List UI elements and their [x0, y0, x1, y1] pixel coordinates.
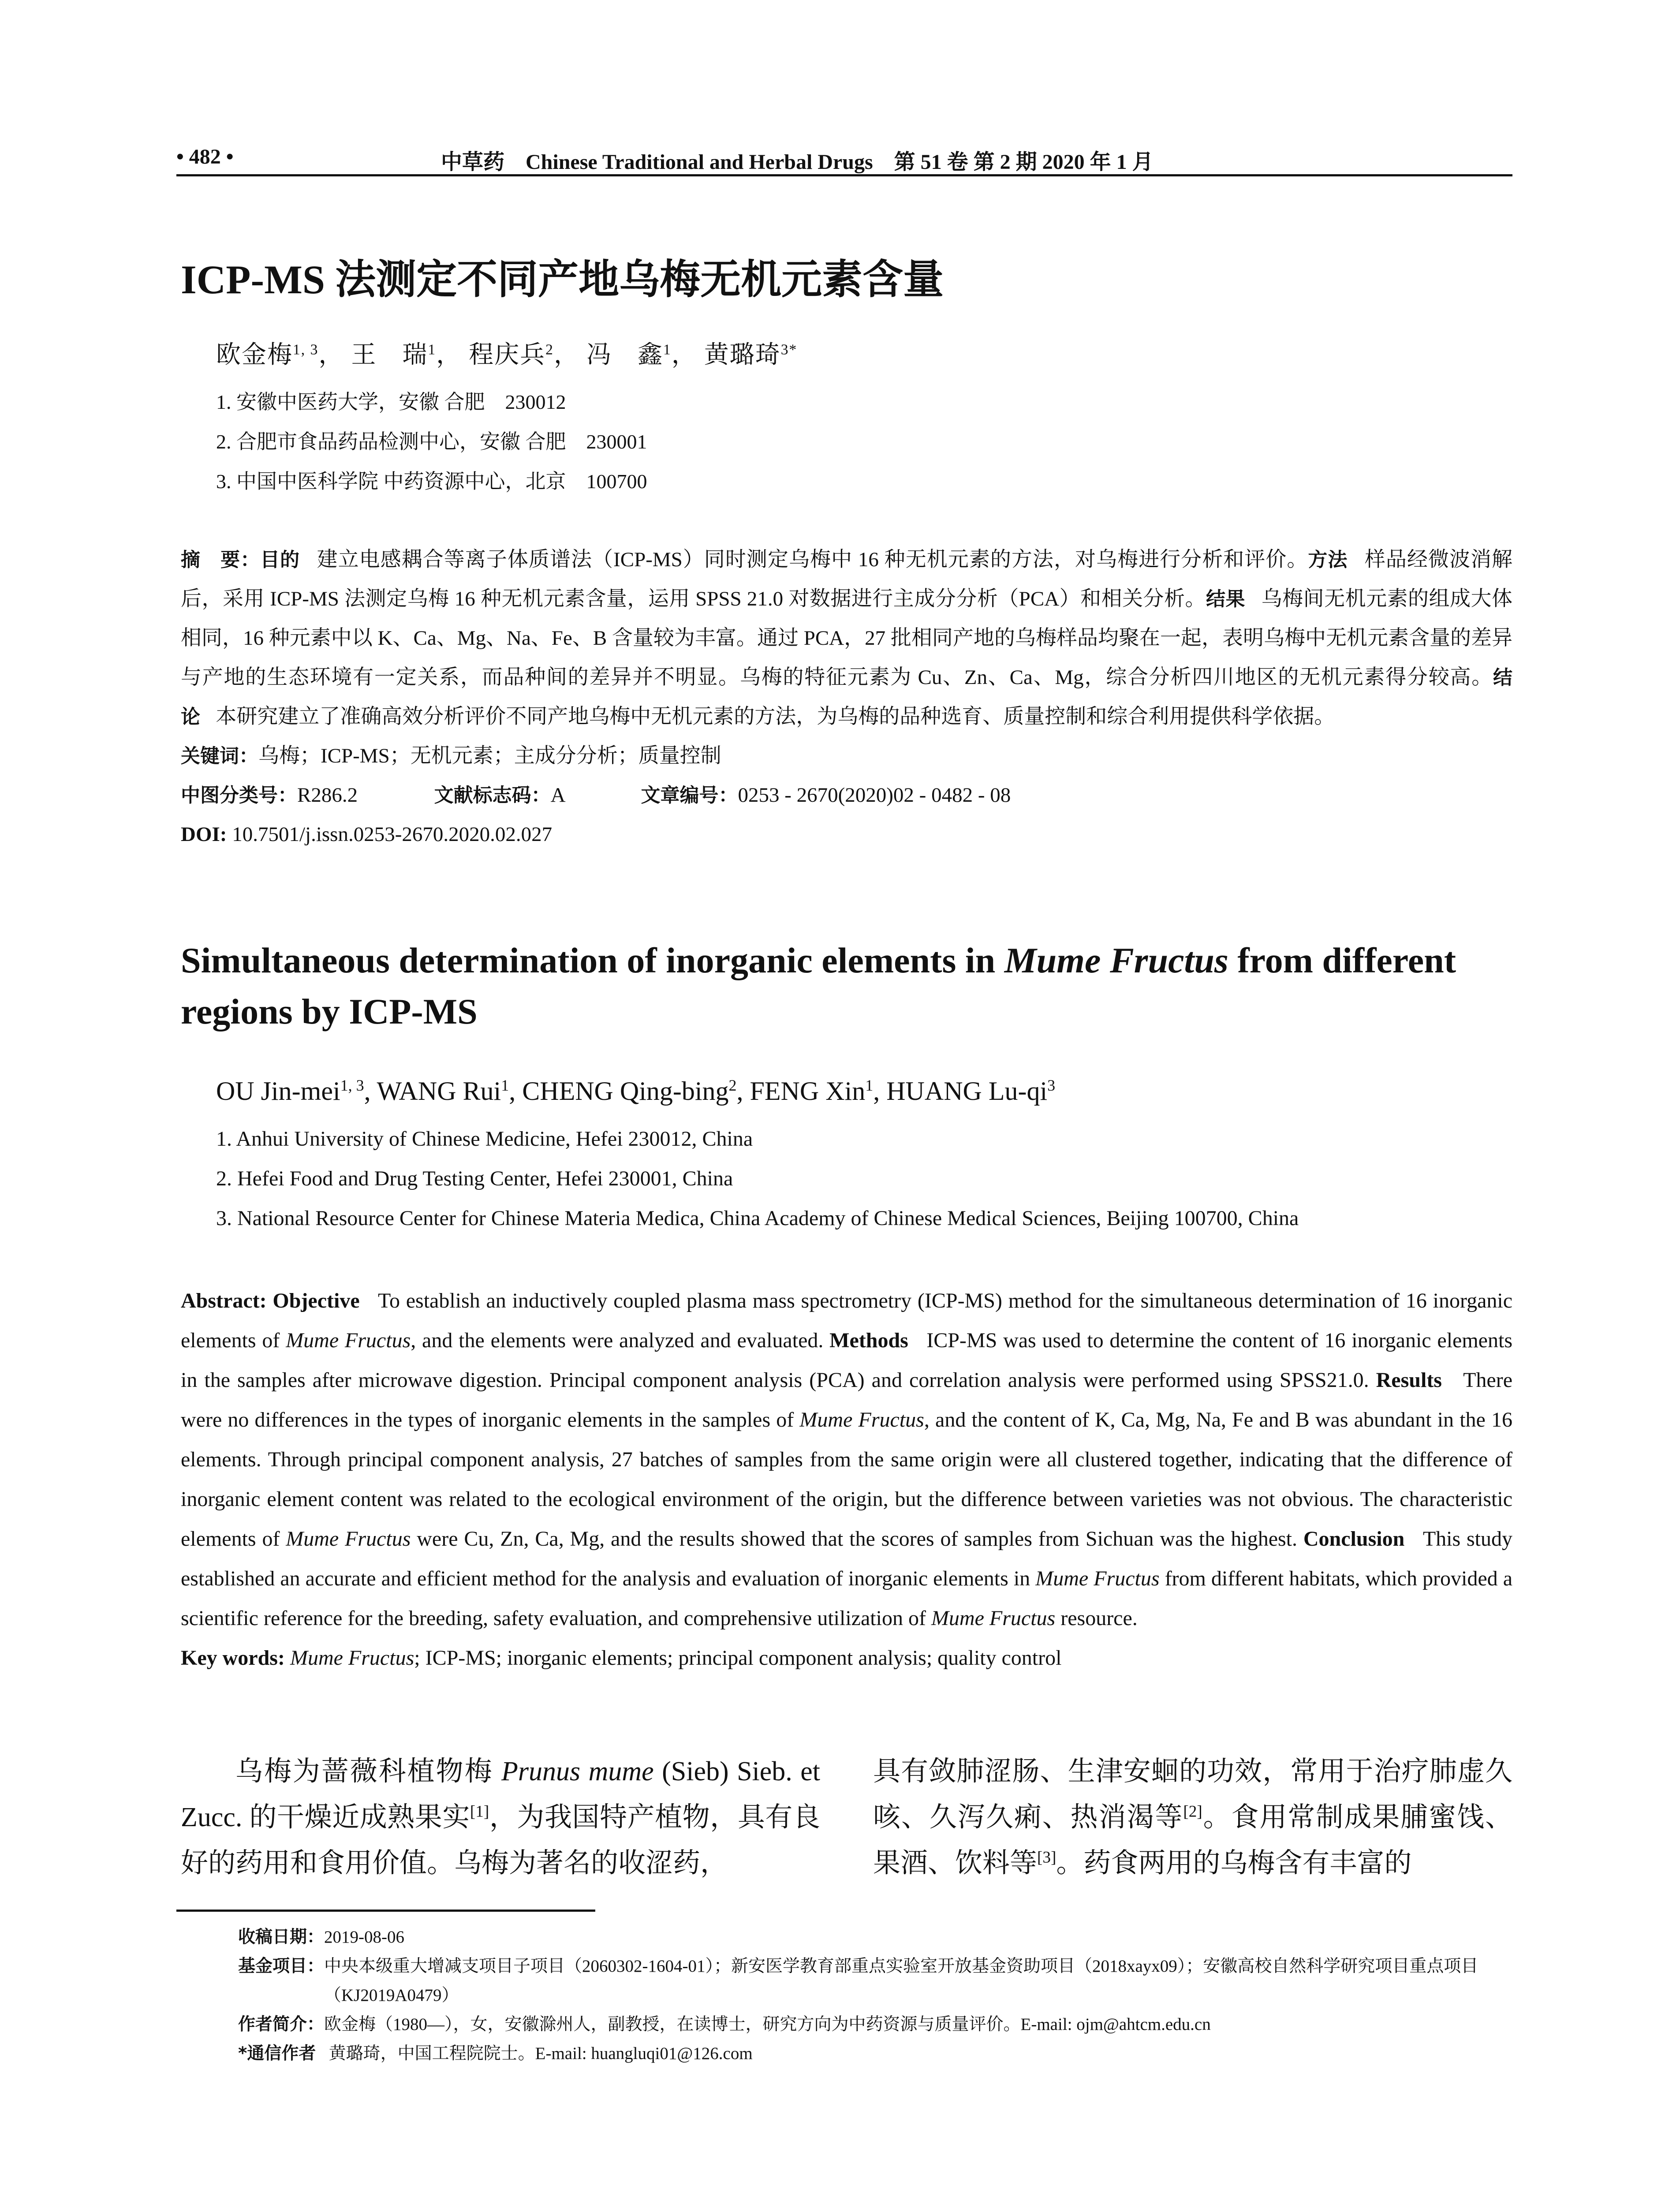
- abstract-en: [181, 1281, 1512, 1678]
- author-sup: 1: [501, 1076, 509, 1094]
- author-name: , WANG Rui: [364, 1076, 501, 1106]
- journal-info: 中草药 Chinese Traditional and Herbal Drugs 第 51 卷 第 2 期 2020 年 1 月: [441, 150, 1154, 174]
- footnote-rule: [176, 1910, 595, 1912]
- body-italic: Prunus mume: [501, 1757, 654, 1786]
- article-no-value: 0253 - 2670(2020)02 - 0482 - 08: [738, 784, 1011, 807]
- author-sup: 3*: [780, 341, 798, 358]
- doc-code-value: A: [550, 784, 564, 807]
- title-cn: ICP-MS 法测定不同产地乌梅无机元素含量: [181, 257, 944, 302]
- author-sup: 1: [428, 341, 437, 358]
- keywords-en-label: Key words:: [181, 1646, 285, 1670]
- doc-code-label: 文献标志码：: [434, 784, 551, 807]
- doi-line: [181, 815, 1512, 854]
- author-sup: 2: [728, 1076, 737, 1094]
- running-header: [176, 141, 1512, 176]
- abstract-cn: [181, 540, 1512, 854]
- clc-value: R286.2: [297, 784, 358, 807]
- author-name: 程庆兵: [469, 341, 546, 369]
- body-text: 。食用常制成果脯蜜饯、果酒、饮料等: [873, 1802, 1512, 1878]
- conclusion-label: 结论: [181, 666, 1512, 728]
- author-sup: 2: [545, 341, 554, 358]
- footnote-author: [238, 2010, 1512, 2039]
- abstract-en-text: , and the elements were analyzed and evaluated.: [411, 1329, 830, 1352]
- abstract-label: 摘 要：: [181, 549, 261, 571]
- abstract-en-text: There were no differences in the types of inorganic elements in the samples of: [181, 1368, 1512, 1431]
- keywords-en: [181, 1638, 1512, 1678]
- footnote-received: [238, 1923, 1512, 1952]
- author-name: OU Jin-mei: [216, 1076, 340, 1106]
- author-sup: 1, 3: [340, 1076, 364, 1094]
- abstract-en-text: This study established an accurate and efficient method for the analysis and evaluation of inorganic elements in: [181, 1527, 1513, 1590]
- body-text: (Sieb) Sieb. et Zucc. 的干燥近成熟果实: [181, 1757, 820, 1832]
- author-name: , CHENG Qing-bing: [509, 1076, 729, 1106]
- doi-value[interactable]: 10.7501/j.issn.0253-2670.2020.02.027: [232, 823, 553, 846]
- page-number: • 482 •: [176, 145, 234, 168]
- author-name: 黄璐琦: [704, 341, 781, 369]
- body-text: 。药食两用的乌梅含有丰富的: [1056, 1848, 1412, 1878]
- abstract-en-label: Abstract: Objective: [181, 1289, 360, 1312]
- body-text: ，为我国特产植物，具有良好的药用和食用价值。乌梅为著名的收涩药，: [181, 1802, 820, 1878]
- objective-label: 目的: [260, 549, 300, 571]
- conclusion-en-label: Conclusion: [1303, 1527, 1405, 1551]
- keywords-label: 关键词：: [181, 745, 258, 767]
- clc-label: 中图分类号：: [181, 784, 297, 807]
- footnote-text: 中央本级重大增减支项目子项目（2060302-1604-01）；新安医学教育部重点实验室开放基金资助项目（2018xayx09）；安徽高校自然科学研究项目重点项目（KJ2019A0479）: [324, 1957, 1478, 2005]
- methods-en-label: Methods: [829, 1329, 908, 1352]
- author-name: , HUANG Lu-qi: [873, 1076, 1048, 1106]
- body-text: 具有敛肺涩肠、生津安蛔的功效，常用于治疗肺虚久咳、久泻久痢、热消渴等: [873, 1757, 1512, 1832]
- body-column-right: [873, 1749, 1512, 1886]
- author-sup: 1, 3: [293, 341, 319, 358]
- abstract-en-italic: Mume Fructus: [286, 1329, 411, 1352]
- affiliation-cn-2: 2. 合肥市食品药品检测中心，安徽 合肥 230001: [216, 430, 647, 453]
- abstract-en-text: , and the content of K, Ca, Mg, Na, Fe and B was abundant in the 16 elements. Through principal component analysis, 27 batches of samples from the same origin were all clustered together, indicating that the difference of inorganic element content was related to the ecological environment of the origin, but the difference between varieties was not obvious. The characteristic elements of: [181, 1408, 1513, 1551]
- abstract-en-italic: Mume Fructus: [931, 1607, 1056, 1630]
- results-en-label: Results: [1376, 1368, 1442, 1392]
- abstract-en-text: To establish an inductively coupled plasma mass spectrometry (ICP-MS) method for the simultaneous determination of 16 inorganic elements of: [181, 1289, 1513, 1352]
- citation-ref[interactable]: [2]: [1183, 1802, 1202, 1821]
- author-name: 王 瑞: [351, 341, 428, 369]
- author-name: 欧金梅: [216, 341, 293, 369]
- doi-label: DOI:: [181, 823, 227, 846]
- title-en: [181, 935, 1504, 1037]
- author-name: , FENG Xin: [736, 1076, 866, 1106]
- abstract-en-text: from different habitats, which provided a scientific reference for the breeding, safety evaluation, and comprehensive utilization of: [181, 1567, 1513, 1630]
- abstract-en-italic: Mume Fructus: [286, 1527, 411, 1551]
- classification-line: [181, 776, 1512, 815]
- keywords-en-text: ; ICP-MS; inorganic elements; principal component analysis; quality control: [414, 1646, 1062, 1670]
- footnote-fund: [238, 1952, 1512, 2010]
- body-column-left: [181, 1749, 820, 1886]
- footnote-label: 收稿日期：: [238, 1927, 325, 1947]
- citation-ref[interactable]: [1]: [470, 1802, 489, 1821]
- footnote-label: 基金项目：: [238, 1956, 325, 1976]
- article-no-label: 文章编号：: [641, 784, 738, 807]
- title-en-part: Simultaneous determination of inorganic elements in: [181, 940, 1004, 980]
- methods-text: 样品经微波消解后，采用 ICP-MS 法测定乌梅 16 种无机元素含量，运用 SPSS 21.0 对数据进行主成分分析（PCA）和相关分析。: [181, 548, 1513, 610]
- footnote-text: 黄璐琦，中国工程院院士。E-mail: huangluqi01@126.com: [329, 2044, 753, 2063]
- abstract-en-text: were Cu, Zn, Ca, Mg, and the results showed that the scores of samples from Sichuan was the highest.: [411, 1527, 1303, 1551]
- footnote-corresponding: [238, 2039, 1512, 2068]
- title-en-part: from different regions by ICP-MS: [181, 940, 1456, 1031]
- title-en-italic: Mume Fructus: [1004, 940, 1228, 980]
- keywords-text: 乌梅；ICP-MS；无机元素；主成分分析；质量控制: [258, 744, 721, 767]
- author-sup: 3: [1047, 1076, 1056, 1094]
- results-label: 结果: [1206, 588, 1245, 610]
- footnote-label: *通信作者: [238, 2044, 316, 2063]
- conclusion-text: 本研究建立了准确高效分析评价不同产地乌梅中无机元素的方法，为乌梅的品种选育、质量控制和综合利用提供科学依据。: [216, 705, 1335, 728]
- footnote-label: 作者简介：: [238, 2014, 325, 2034]
- keywords-cn: [181, 736, 1512, 776]
- footnotes: [238, 1923, 1512, 2068]
- affiliation-cn-1: 1. 安徽中医药大学，安徽 合肥 230012: [216, 391, 566, 413]
- affiliation-en-2: 2. Hefei Food and Drug Testing Center, Hefei 230001, China: [216, 1167, 733, 1190]
- affiliation-cn-3: 3. 中国中医科学院 中药资源中心，北京 100700: [216, 470, 647, 493]
- keywords-en-italic: Mume Fructus: [290, 1646, 414, 1670]
- abstract-en-italic: Mume Fructus: [1035, 1567, 1160, 1590]
- objective-text: 建立电感耦合等离子体质谱法（ICP-MS）同时测定乌梅中 16 种无机元素的方法，对乌梅进行分析和评价。: [317, 548, 1308, 571]
- results-text: 乌梅间无机元素的组成大体相同，16 种元素中以 K、Ca、Mg、Na、Fe、B 含量较为丰富。通过 PCA，27 批相同产地的乌梅样品均聚在一起，表明乌梅中无机元素含量的差异与产地的生态环境有一定关系，而品种间的差异并不明显。乌梅的特征元素为 Cu、Zn、Ca、Mg，综合分析四川地区的无机元素得分较高。: [181, 587, 1512, 689]
- abstract-en-italic: Mume Fructus: [799, 1408, 924, 1431]
- author-sup: 1: [663, 341, 672, 358]
- footnote-text: 2019-08-06: [324, 1928, 404, 1947]
- abstract-en-text: resource.: [1055, 1607, 1138, 1630]
- footnote-text: 欧金梅（1980—），女，安徽滁州人，副教授，在读博士，研究方向为中药资源与质量评价。E-mail: ojm@ahtcm.edu.cn: [324, 2015, 1211, 2034]
- abstract-en-text: ICP-MS was used to determine the content of 16 inorganic elements in the samples after microwave digestion. Principal component analysis (PCA) and correlation analysis were performed using SPSS21.0.: [181, 1329, 1513, 1392]
- citation-ref[interactable]: [3]: [1037, 1848, 1057, 1867]
- methods-label: 方法: [1308, 549, 1348, 571]
- affiliation-en-1: 1. Anhui University of Chinese Medicine, Hefei 230012, China: [216, 1127, 753, 1151]
- author-name: 冯 鑫: [586, 341, 663, 369]
- authors-cn: 欧金梅$^{1, 3}$， 王 瑞$^1$， 程庆兵$^2$， 冯 鑫$^1$， 黄璐琦$^{3*}$: [216, 341, 798, 369]
- authors-en: [216, 1076, 1055, 1106]
- body-text: 乌梅为蔷薇科植物梅: [235, 1757, 501, 1786]
- affiliation-en-3: 3. National Resource Center for Chinese Materia Medica, China Academy of Chinese Medical Sciences, Beijing 100700, China: [216, 1207, 1299, 1230]
- author-sup: 1: [865, 1076, 874, 1094]
